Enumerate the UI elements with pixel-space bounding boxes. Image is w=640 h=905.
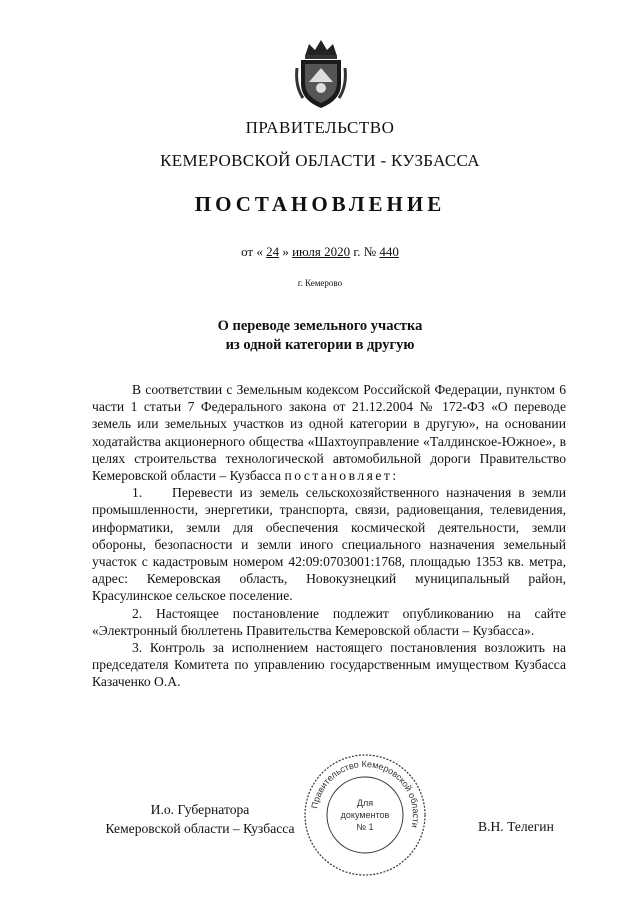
city-label: г. Кемерово <box>297 278 343 288</box>
item-1-paragraph <box>92 484 566 604</box>
item-1-text: Перевести из земель сельскохозяйственного назначения в земли промышленности, энергетики, транспорта, связи, радиовещания, телевидения, информатики, земли для обеспечения космической деятельности, земли обороны, безопасности и земли иного специального назначения земельный участок с кадастровым номером 42:09:0703001:1768, площадью 1353 кв. метра, адрес: Кемеровская область, Новокузнецкий муниципальный район, Красулинское сельское поселение. <box>92 485 566 604</box>
seal-line2: документов <box>340 810 390 820</box>
date-month-year: июля 2020 <box>292 244 351 259</box>
document-type-title: ПОСТАНОВЛЕНИЕ <box>194 192 446 216</box>
signatory-name: В.Н. Телегин <box>478 819 554 834</box>
intro-text: В соответствии с Земельным кодексом Российской Федерации, пунктом 6 части 1 статьи 7 Федерального закона от 21.12.2004 № 172-ФЗ «О переводе земель или земельных участков из одной категории в другую», на основании ходатайства акционерного общества «Шахтоуправление «Талдинское-Южное», в целях строительства технологической автомобильной дороги Правительство Кемеровской области – Кузбасса <box>92 382 566 484</box>
item-1-number: 1. <box>132 485 143 501</box>
signatory-title-line1: И.о. Губернатора <box>150 802 250 817</box>
date-day: 24 <box>266 244 280 259</box>
seal-line3: № 1 <box>356 822 374 832</box>
intro-paragraph <box>92 381 566 484</box>
date-prefix: от « <box>241 244 263 259</box>
date-number-prefix: г. № <box>353 244 377 259</box>
document-body <box>92 381 566 691</box>
resolves-word: постановляет: <box>284 468 399 484</box>
government-name-line1: ПРАВИТЕЛЬСТВО <box>245 118 395 137</box>
item-2-paragraph: 2. Настоящее постановление подлежит опубликованию на сайте «Электронный бюллетень Правительства Кемеровской области – Кузбасса». <box>92 605 566 638</box>
date-mid: » <box>282 244 289 259</box>
document-number: 440 <box>379 244 399 259</box>
government-name-line2: КЕМЕРОВСКОЙ ОБЛАСТИ - КУЗБАССА <box>160 151 480 170</box>
official-seal-stamp <box>300 750 430 880</box>
coat-of-arms-icon <box>295 38 347 110</box>
date-line <box>0 244 640 260</box>
item-3-paragraph: 3. Контроль за исполнением настоящего постановления возложить на председателя Комитета по управлению государственным имуществом Кузбасса Казаченко О.А. <box>92 640 566 690</box>
seal-line1: Для <box>356 798 374 808</box>
document-subject <box>0 317 640 355</box>
subject-line1: О переводе земельного участка <box>217 318 423 334</box>
signatory-title-line2: Кемеровской области – Кузбасса <box>105 821 295 836</box>
signatory-title <box>90 800 310 838</box>
seal-ring-text: Правительство Кемеровской области <box>309 758 422 829</box>
subject-line2: из одной категории в другую <box>225 337 415 353</box>
